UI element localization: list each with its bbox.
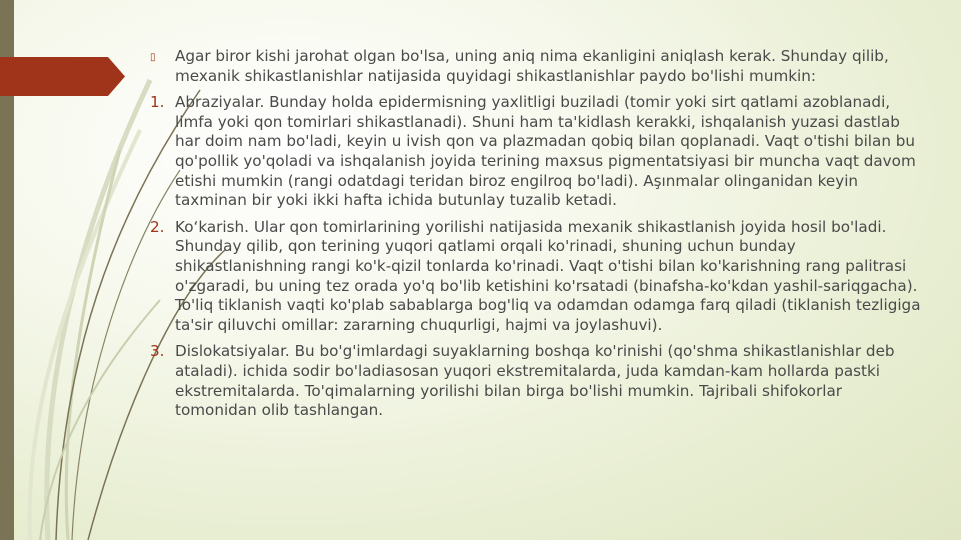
list-item-abraziyalar bbox=[148, 93, 923, 211]
list-item-text: Dislokatsiyalar. Bu bo'g'imlardagi suyaklarning boshqa ko'rinishi (qo'shma shikastlanishlar deb ataladi). ichida sodir bo'ladiasosan yuqori ekstremitalarda, juda kamdan-kam hollarda pastki ekstremitalarda. To'qimalarning yorilishi bilan birga bo'lishi mumkin. Tajribali shifokorlar tomonidan olib tashlangan. bbox=[175, 342, 895, 420]
list-item-text: Abraziyalar. Bunday holda epidermisning yaxlitligi buziladi (tomir yoki sirt qatlami azoblanadi, limfa yoki qon tomirlari shikastlanadi). Shuni ham ta'kidlash kerakki, ishqalanish yuzasi dastlab har doim nam bo'ladi, keyin u ivish qon va plazmadan qobiq bilan qoplanadi. Vaqt o'tishi bilan bu qo'pollik yo'qoladi va ishqalanish joyida terining maxsus pigmentatsiyasi bir muncha vaqt davom etishi mumkin (rangi odatdagi teridan biroz engilroq bo'ladi). Aşınmalar olinganidan keyin taxminan bir yoki ikki hafta ichida butunlay tuzalib ketadi. bbox=[175, 93, 916, 210]
intro-paragraph bbox=[148, 47, 923, 86]
slide-content bbox=[148, 47, 923, 428]
square-outline-icon: ▯ bbox=[150, 52, 156, 63]
list-number: 1. bbox=[150, 93, 165, 112]
list-number: 2. bbox=[150, 217, 165, 236]
intro-text: Agar biror kishi jarohat olgan bo'lsa, uning aniq nima ekanligini aniqlash kerak. Shunday qilib, mexanik shikastlanishlar natijasida quyidagi shikastlanishlar paydo bo'lishi mumkin: bbox=[175, 47, 889, 85]
list-item-text: Ko‘karish. Ular qon tomirlarining yorilishi natijasida mexanik shikastlanish joyida hosil bo'ladi. Shunday qilib, qon terining yuqori qatlami orqali ko'rinadi, shuning uchun bunday shikastlanishning rangi ko'k-qizil tonlarda ko'rinadi. Vaqt o'tishi bilan ko'karishning rang palitrasi o'zgaradi, bu uning tez orada yo'q bo'lib ketishini ko'rsatadi (binafsha-ko'kdan yashil-sariqgacha). To'liq tiklanish vaqti ko'plab sabablarga bog'liq va odamdan odamga farq qiladi (tiklanish tezligiga ta'sir qiluvchi omillar: zararning chuqurligi, hajmi va joylashuvi). bbox=[175, 217, 921, 334]
list-number: 3. bbox=[150, 342, 165, 361]
accent-tab-arrow bbox=[0, 57, 125, 96]
list-item-dislokatsiyalar bbox=[148, 342, 923, 420]
list-item-kokarish bbox=[148, 218, 923, 336]
